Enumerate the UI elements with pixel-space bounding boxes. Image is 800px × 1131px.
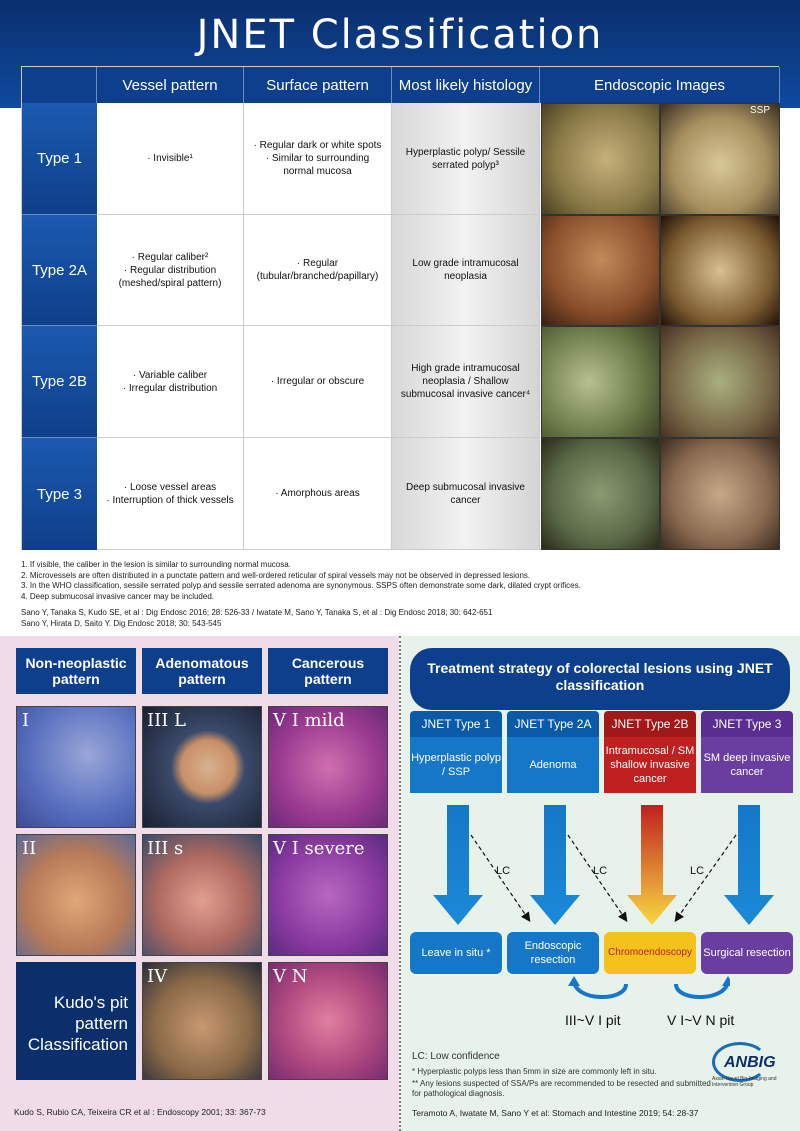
jnet-type-2b-desc: Intramucosal / SM shallow invasive cancer: [604, 737, 696, 793]
jnet-type-1-tab: JNET Type 1: [410, 711, 502, 737]
page-title: JNET Classification: [196, 12, 604, 58]
row-type-1: Type 1: [22, 103, 97, 215]
row-type-2b: Type 2B: [22, 326, 97, 438]
cycle-arrow-right: [676, 980, 728, 997]
treatment-title: Treatment strategy of colorectal lesions using JNET classification: [410, 648, 790, 710]
surface-type-1: · Regular dark or white spots · Similar to surrounding normal mucosa: [244, 103, 392, 215]
jnet-type-1-desc: Hyperplastic polyp / SSP: [410, 737, 502, 793]
ssp-label: SSP: [750, 105, 771, 116]
vessel-type-2b: · Variable caliber · Irregular distribution: [97, 326, 244, 438]
note-2: 2. Microvessels are often distributed in a punctate pattern and well-ordered reticular of spiral vessels may not be observed in depressed lesions.: [21, 570, 531, 580]
header-cancerous: Cancerous pattern: [268, 648, 388, 694]
histology-type-2b: High grade intramucosal neoplasia / Shallow submucosal invasive cancer⁴: [392, 326, 540, 438]
header-histology: Most likely histology: [392, 67, 540, 103]
logo-subtext: Asian Novel Bio-Imaging and Intervention Group: [712, 1076, 777, 1088]
label-vn: V N: [273, 966, 308, 987]
endoscopic-image-2b: [660, 215, 780, 326]
outcome-surgical: Surgical resection: [701, 932, 793, 974]
outcome-chromo: Chromoendoscopy: [604, 932, 696, 974]
surface-type-2a: · Regular (tubular/branched/papillary): [244, 215, 392, 326]
header-images: Endoscopic Images: [540, 67, 780, 103]
jnet-type-3-tab: JNET Type 3: [701, 711, 793, 737]
logo-text: ANBIG: [724, 1054, 776, 1071]
footnotes: [21, 560, 781, 629]
treatment-reference: Teramoto A, Iwatate M, Sano Y et al: Stomach and Intestine 2019; 54: 28-37: [412, 1108, 699, 1118]
outcome-leave: Leave in situ *: [410, 932, 502, 974]
surface-type-2b: · Irregular or obscure: [244, 326, 392, 438]
label-i: I: [22, 710, 30, 731]
arrow-type-2a: [530, 805, 580, 925]
endoscopic-image-1a: [541, 103, 660, 215]
anbig-logo: [712, 1042, 790, 1092]
pit-label-left: III~V I pit: [565, 1012, 621, 1028]
lc-label-2: LC: [593, 865, 608, 877]
lc-arrow-3: [676, 835, 736, 920]
note-3: 3. In the WHO classification, sessile serrated polyp and sessile serrated adenoma are synonymous. SSPS often demonstrate some dark, dilated crypt orifices.: [21, 581, 581, 590]
header-adenomatous: Adenomatous pattern: [142, 648, 262, 694]
label-iiis: III s: [147, 838, 184, 859]
endoscopic-image-4b: [660, 438, 780, 550]
row-type-2a: Type 2A: [22, 215, 97, 326]
label-vi-severe: V I severe: [273, 838, 365, 859]
pit-label-right: V I~V N pit: [667, 1012, 735, 1028]
label-vi-mild: V I mild: [273, 710, 345, 731]
kudo-reference: Kudo S, Rubio CA, Teixeira CR et al : Endoscopy 2001; 33: 367-73: [14, 1107, 266, 1117]
pit-image-i: [16, 706, 136, 828]
jnet-table: [21, 66, 779, 550]
ref-1: Sano Y, Tanaka S, Kudo SE, et al : Dig Endosc 2016; 28: 526-33 / Iwatate M, Sano Y, Tanaka S, et al : Dig Endosc 2018; 30: 642-651: [21, 608, 493, 617]
cycle-arrow-left: [574, 980, 626, 997]
header-vessel: Vessel pattern: [97, 67, 244, 103]
jnet-type-2a-desc: Adenoma: [507, 737, 599, 793]
row-type-3: Type 3: [22, 438, 97, 550]
surface-type-3: · Amorphous areas: [244, 438, 392, 550]
outcome-endoscopic: Endoscopic resection: [507, 932, 599, 974]
corner-cell: [22, 67, 97, 103]
histology-type-2a: Low grade intramucosal neoplasia: [392, 215, 540, 326]
lc-note: LC: Low confidence: [412, 1051, 500, 1062]
jnet-type-2a-tab: JNET Type 2A: [507, 711, 599, 737]
jnet-type-3-desc: SM deep invasive cancer: [701, 737, 793, 793]
endoscopic-image-2a: [541, 215, 660, 326]
endoscopic-image-1b: [660, 103, 780, 215]
kudo-label: Kudo's pit pattern Classification: [16, 962, 136, 1080]
endoscopic-image-3b: [660, 326, 780, 438]
label-iv: IV: [147, 966, 168, 987]
vessel-type-2a: · Regular caliber² · Regular distribution (meshed/spiral pattern): [97, 215, 244, 326]
arrow-type-2b: [627, 805, 677, 925]
label-iiil: III L: [147, 710, 187, 731]
ref-2: Sano Y, Hirata D, Saito Y. Dig Endosc 2018; 30: 543-545: [21, 618, 222, 628]
header-non-neoplastic: Non-neoplastic pattern: [16, 648, 136, 694]
endoscopic-image-4a: [541, 438, 660, 550]
histology-type-1: Hyperplastic polyp/ Sessile serrated polyp³: [392, 103, 540, 215]
arrow-type-3: [724, 805, 774, 925]
lc-arrow-1: [471, 835, 529, 920]
label-ii: II: [22, 838, 37, 859]
vessel-type-3: · Loose vessel areas · Interruption of thick vessels: [97, 438, 244, 550]
footnote-2: ** Any lesions suspected of SSA/Ps are recommended to be resected and submitted for pathological diagnosis.: [412, 1079, 711, 1098]
note-1: 1. If visible, the caliber in the lesion is similar to surrounding normal mucosa.: [21, 560, 291, 569]
note-4: 4. Deep submucosal invasive cancer may be included.: [21, 591, 214, 601]
endoscopic-image-3a: [541, 326, 660, 438]
lc-label-1: LC: [496, 865, 511, 877]
lc-label-3: LC: [690, 865, 705, 877]
header-surface: Surface pattern: [244, 67, 392, 103]
jnet-type-2b-tab: JNET Type 2B: [604, 711, 696, 737]
vessel-type-1: · Invisible¹: [97, 103, 244, 215]
cycle-arrows: [560, 976, 730, 1006]
lc-arrow-2: [568, 835, 626, 920]
histology-type-3: Deep submucosal invasive cancer: [392, 438, 540, 550]
arrow-type-1: [433, 805, 483, 925]
footnote-1: * Hyperplastic polyps less than 5mm in size are commonly left in situ.: [412, 1067, 657, 1076]
